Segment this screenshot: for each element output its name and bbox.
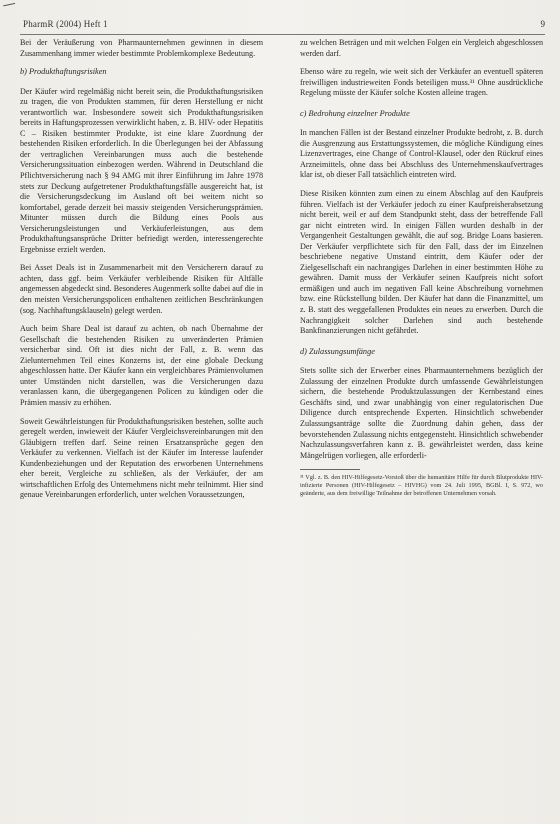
paragraph: Auch beim Share Deal ist darauf zu achten, ob nach Übernahme der Gesellschaft die bestehenden Risiken zu unveränderten Prämien versicherbar sind. Oft ist dies nicht der Fall, z. B. wenn das Zielunternehmen Teil eines Konzerns ist, der eine globale Deckung abgeschlossen hatte. Der Käufer kann ein vergleichbares Prämienvolumen unter Umständen nicht darstellen, was die Versicherungen dazu veranlassen kann, die übergegangenen Policen zu kündigen oder die Prämien massiv zu erhöhen. — [20, 324, 263, 407]
paragraph: Der Käufer wird regelmäßig nicht bereit sein, die Produkthaftungsrisiken zu tragen, die von Produkten stammen, für deren Herstellung er nicht verantwortlich war. Insbesondere soweit sich Produkthaftungsrisiken bereits in Haftungsprozessen verwirklicht haben, z. B. HIV- oder Hepatitis C – Risiken bestimmter Produkte, ist eine klare Zuordnung der bestehenden Risiken erforderlich. In die Überlegungen bei der Abfassung der vertraglichen Vereinbarungen muss auch die bestehende Versicherungssituation einbezogen werden. Während in Deutschland die Pflichtversicherung nach § 94 AMG mit ihrer Einführung im Jahre 1978 stets zur Deckung aufgetretener Produkthaftungsfälle ausgereicht hat, ist die Versicherungsdeckung im Ausland oft bei weitem nicht so komfortabel, gerade derzeit bei massiv steigenden Versicherungsprämien. Mitunter müssen durch die Bildung eines Pools aus Versicherungsleistungen und Verkäuferleistungen, aus dem Produkthaftungsansprüche Dritter befriedigt werden, interessengerechte Ergebnisse erzielt werden. — [20, 86, 263, 254]
scan-artifact — [3, 3, 17, 14]
left-column — [20, 38, 263, 509]
paragraph: zu welchen Beträgen und mit welchen Folgen ein Vergleich abgeschlossen werden darf. — [300, 38, 543, 58]
section-heading: b) Produkthaftungsrisiken — [20, 67, 107, 77]
paragraph: Diese Risiken könnten zum einen zu einem Abschlag auf den Kaufpreis führen. Vielfach ist der Verkäufer jedoch zu einer Kaufpreisherabsetzung nicht bereit, weil er auf dem Standpunkt steht, dass der betreffende Fall gar nicht eintreten wird. In einigen Fällen wurden deshalb in der Vergangenheit Gestaltungen gewählt, die auf sog. Bridge Loans basieren. Der Verkäufer verpflichtete sich für den Fall, dass der im Einzelnen beschriebene negative Umstand eintritt, dem Käufer oder der Zielgesellschaft ein nachrangiges Darlehen in einer bestimmten Höhe zu gewähren. Damit muss der Verkäufer seinen Kaufpreis nicht sofort ermäßigen und auch im negativen Fall keine Abschreibung vornehmen bzw. eine Rückstellung bilden. Der Käufer hat dann die Finanzmittel, um z. B. statt des weggefallenen Produktes ein neues zu erwerben. Durch die Nachrangigkeit solcher Darlehen sind auch bestehende Bankfinanzierungen nicht gefährdet. — [300, 189, 543, 336]
paragraph: Ebenso wäre zu regeln, wie weit sich der Verkäufer an eventuell späteren freiwilligen industrieweiten Fonds beteiligen muss.³¹ Ohne ausdrückliche Regelung müsste der Käufer solche Kosten alleine tragen. — [300, 67, 543, 98]
paragraph: Stets sollte sich der Erwerber eines Pharmaunternehmens bezüglich der Zulassung der einzelnen Produkte durch umfassende Gewährleistungen sichern, die bestehende Produktzulassungen der Kernbestand eines Geschäfts sind, und zwar unabhängig von einer regulatorischen Due Diligence durch entsprechende Experten. Hinsichtlich schwebender Zulassungsanträge sollte die Zuordnung dahin gehen, dass der bevorstehenden Zulassung nichts entgegensteht. Hinsichtlich schwebender Nachzulassungsverfahren kann z. B. gewährleistet werden, dass keine Mängelrügen vorliegen, alle erforderli- — [300, 366, 543, 460]
paragraph: Bei Asset Deals ist in Zusammenarbeit mit den Versicherern darauf zu achten, dass ggf. beim Verkäufer verbleibende Risiken für Altfälle angemessen abgedeckt sind. Besonderes Augenmerk sollte dabei auf die in den meisten Versicherungspolicen enthaltenen zeitlichen Beschränkungen (sog. Nachhaftungsklauseln) gelegt werden. — [20, 263, 263, 315]
footnote: ³¹ Vgl. z. B. den HIV-Hilfegesetz-Vorstoß über die humanitäre Hilfe für durch Blutprodukte HIV-infizierte Personen (HIV-Hilfegesetz – HIVHG) vom 24. Juli 1995, BGBl. I, S. 972, wo geänderte, aus dem freiwillige Teilnahme der betroffenen Unternehmen vorsah. — [300, 474, 543, 498]
paragraph: Bei der Veräußerung von Pharmaunternehmen gewinnen in diesem Zusammenhang immer wieder bestimmte Problemkomplexe Bedeutung. — [20, 38, 263, 58]
footnote-divider — [300, 469, 360, 470]
paragraph: In manchen Fällen ist der Bestand einzelner Produkte bedroht, z. B. durch die Ausgrenzung aus Erstattungssystemen, die mögliche Kündigung eines Lizenzvertrages, eine Change of Control-Klausel, oder den Rückruf eines Arzneimittels, ohne dass bei Abschluss des Unternehmenskaufvertrages klar ist, ob dieser Fall tatsächlich eintreten wird. — [300, 128, 543, 180]
section-heading: c) Bedrohung einzelner Produkte — [300, 108, 410, 118]
page-number: 9 — [540, 19, 545, 29]
section-heading: d) Zulassungsumfänge — [300, 346, 375, 356]
paragraph: Soweit Gewährleistungen für Produkthaftungsrisiken bestehen, sollte auch geregelt werden, inwieweit der Käufer Vergleichsvereinbarungen mit den Gläubigern treffen darf. Seine reinen Ersatzansprüche gegen den Verkäufer zu verkennen. Vielfach ist der Käufer im Interesse laufender Kundenbeziehungen und der Reputation des erworbenen Unternehmens eher bereit, Vergleiche zu schließen, als der Verkäufer, der am wirtschaftlichen Erfolg des Unternehmens nicht mehr teilnimmt. Hier sind genaue Vereinbarungen erforderlich, unter welchen Voraussetzungen, — [20, 416, 263, 500]
journal-reference: PharmR (2004) Heft 1 — [23, 19, 108, 29]
right-column — [300, 38, 543, 498]
page-header — [20, 18, 545, 35]
